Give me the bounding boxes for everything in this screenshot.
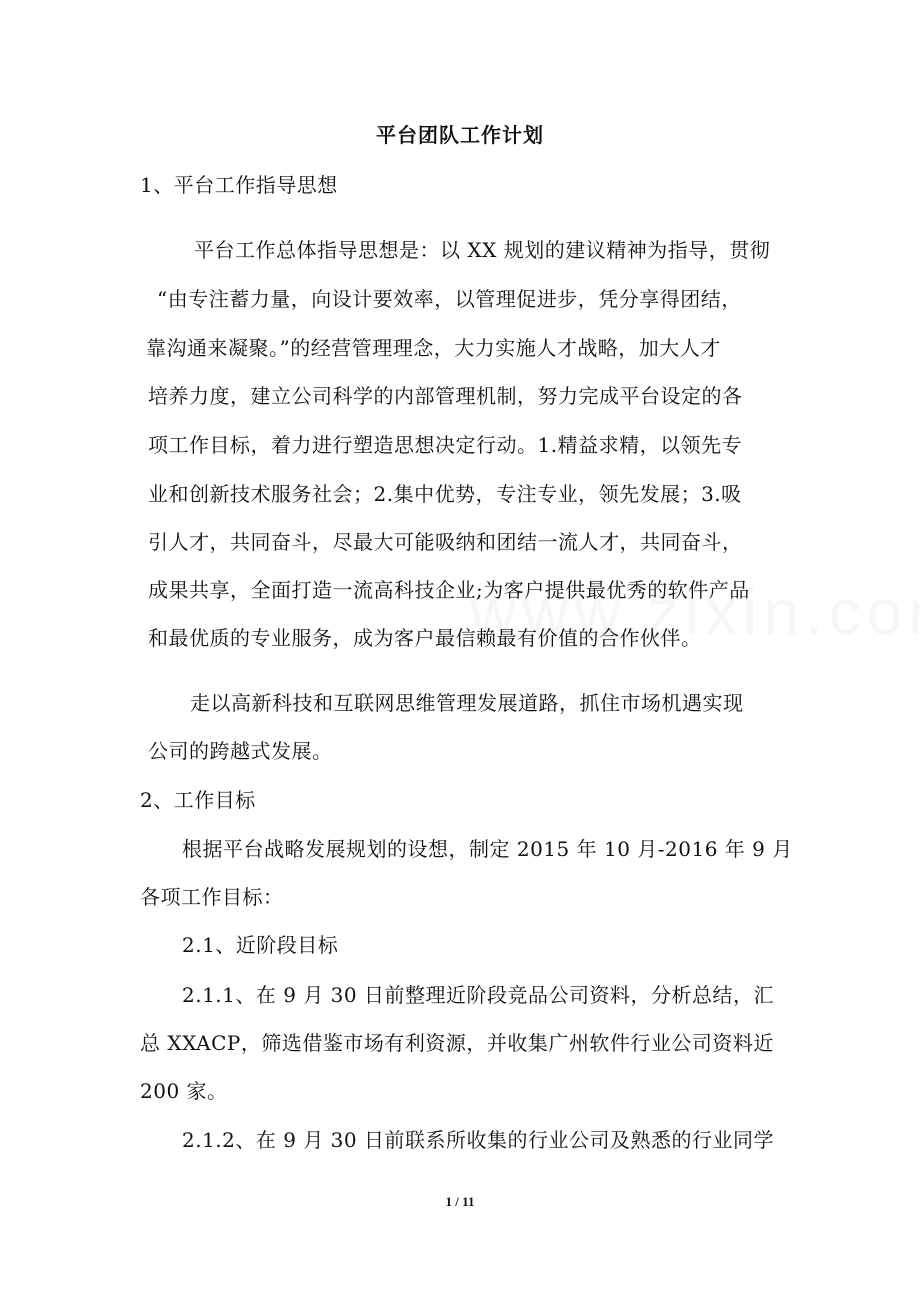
paragraph-line: “由专注蓄力量，向设计要效率，以管理促进步，凭分享得团结，	[157, 287, 742, 311]
paragraph-line: 2.1.2、在 9 月 30 日前联系所收集的行业公司及熟悉的行业同学	[182, 1128, 774, 1152]
paragraph-line: 2.1.1、在 9 月 30 日前整理近阶段竞品公司资料，分析总结，汇	[182, 983, 774, 1007]
paragraph-line: 公司的跨越式发展。	[148, 739, 333, 763]
paragraph-line: 引人才，共同奋斗，尽最大可能吸纳和团结一流人才，共同奋斗，	[148, 530, 743, 554]
paragraph-line: 业和创新技术服务社会；2.集中优势，专注专业，领先发展；3.吸	[148, 482, 742, 506]
paragraph-line: 培养力度，建立公司科学的内部管理机制，努力完成平台设定的各	[148, 384, 743, 408]
section-heading-2: 2、工作目标	[140, 788, 256, 812]
paragraph-line: 靠沟通来凝聚。”的经营管理理念，大力实施人才战略，加大人才	[146, 336, 721, 360]
paragraph-line: 和最优质的专业服务，成为客户最信赖最有价值的合作伙伴。	[148, 626, 702, 650]
paragraph-line: 总 XXACP，筛选借鉴市场有利资源，并收集广州软件行业公司资料近	[140, 1031, 774, 1055]
subsection-heading: 2.1、近阶段目标	[182, 933, 339, 957]
paragraph-line: 项工作目标，着力进行塑造思想决定行动。1.精益求精，以领先专	[148, 433, 743, 457]
paragraph-line: 200 家。	[140, 1079, 228, 1103]
paragraph-line: 根据平台战略发展规划的设想，制定 2015 年 10 月-2016 年 9 月	[182, 837, 793, 861]
section-heading-1: 1、平台工作指导思想	[140, 173, 338, 197]
page-number: 1 / 11	[445, 1194, 475, 1209]
paragraph-line: 成果共享，全面打造一流高科技企业;为客户提供最优秀的软件产品	[148, 578, 750, 602]
paragraph-line: 平台工作总体指导思想是：以 XX 规划的建议精神为指导，贯彻	[194, 238, 771, 262]
document-title: 平台团队工作计划	[376, 123, 544, 147]
paragraph-line: 走以高新科技和互联网思维管理发展道路，抓住市场机遇实现	[190, 691, 744, 715]
paragraph-line: 各项工作目标：	[140, 885, 284, 909]
